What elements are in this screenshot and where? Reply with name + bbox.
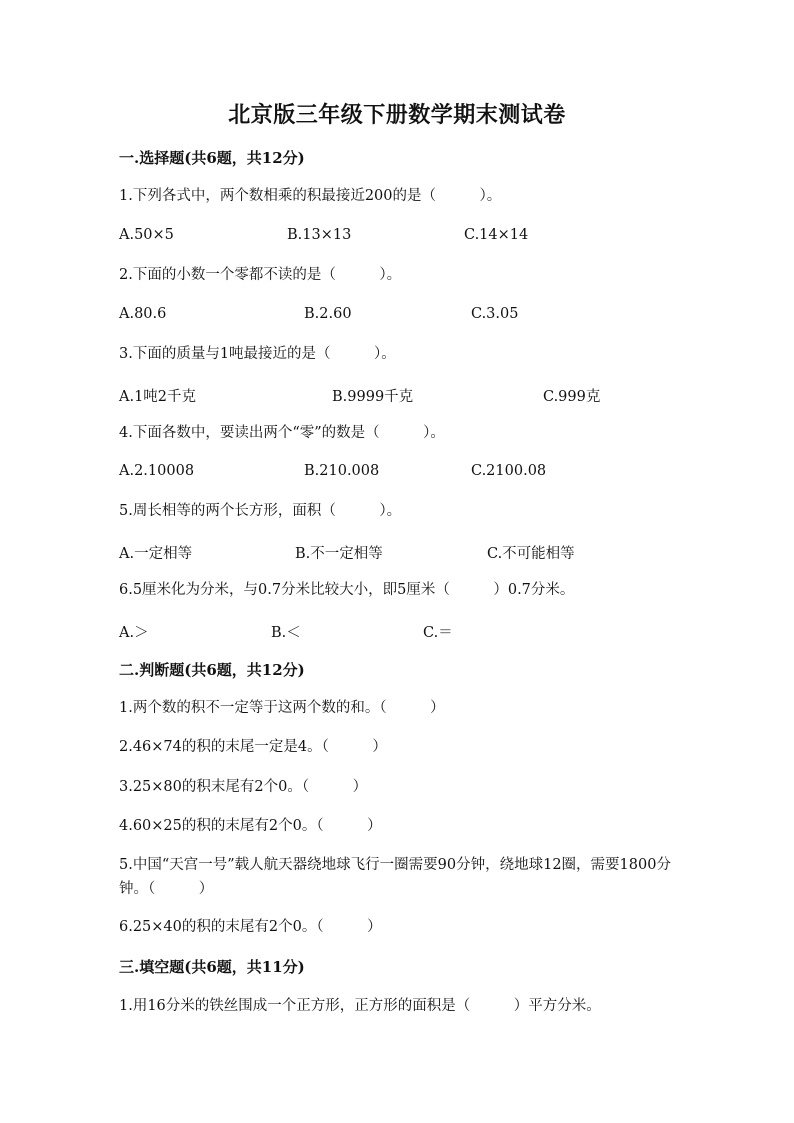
option-1-3-c: C.999克 <box>543 389 601 405</box>
question-1-2: 2.下面的小数一个零都不读的是（ ）。 <box>119 267 402 283</box>
option-1-6-b: B.＜ <box>271 625 301 641</box>
option-1-4-b: B.210.008 <box>304 463 380 479</box>
section-heading-judgement: 二.判断题(共6题，共12分) <box>119 661 305 679</box>
option-1-6-a: A.＞ <box>119 625 149 641</box>
option-1-4-a: A.2.10008 <box>119 463 195 479</box>
option-1-2-a: A.80.6 <box>119 306 167 322</box>
question-2-4: 4.60×25的积的末尾有2个0。（ ） <box>119 818 382 834</box>
section-heading-fill-blank: 三.填空题(共6题，共11分) <box>119 958 305 976</box>
option-1-5-b: B.不一定相等 <box>295 546 383 562</box>
option-1-2-c: C.3.05 <box>471 306 519 322</box>
option-1-1-a: A.50×5 <box>119 227 174 243</box>
question-3-1: 1.用16分米的铁丝围成一个正方形，正方形的面积是（ ）平方分米。 <box>119 998 601 1014</box>
question-1-5: 5.周长相等的两个长方形，面积（ ）。 <box>119 503 402 519</box>
question-1-1: 1.下列各式中，两个数相乘的积最接近200的是（ ）。 <box>119 188 502 204</box>
question-1-3: 3.下面的质量与1吨最接近的是（ ）。 <box>119 346 396 362</box>
option-1-3-a: A.1吨2千克 <box>119 389 197 405</box>
question-2-1: 1.两个数的积不一定等于这两个数的和。（ ） <box>119 700 445 716</box>
question-1-6: 6.5厘米化为分米，与0.7分米比较大小，即5厘米（ ）0.7分米。 <box>119 582 575 598</box>
question-2-2: 2.46×74的积的末尾一定是4。（ ） <box>119 739 387 755</box>
page-title: 北京版三年级下册数学期末测试卷 <box>228 102 566 128</box>
option-1-2-b: B.2.60 <box>304 306 352 322</box>
question-2-3: 3.25×80的积末尾有2个0。（ ） <box>119 779 368 795</box>
option-1-3-b: B.9999千克 <box>332 389 414 405</box>
question-1-4: 4.下面各数中，要读出两个“零”的数是（ ）。 <box>119 425 445 441</box>
option-1-5-a: A.一定相等 <box>119 546 193 562</box>
question-2-5: 5.中国“天宫一号”载人航天器绕地球飞行一圈需要90分钟，绕地球12圈，需要1800分钟。（ ） <box>119 857 671 897</box>
question-2-6: 6.25×40的积的末尾有2个0。（ ） <box>119 919 382 935</box>
option-1-1-b: B.13×13 <box>287 227 352 243</box>
option-1-5-c: C.不可能相等 <box>487 546 575 562</box>
section-heading-choice: 一.选择题(共6题，共12分) <box>119 149 305 167</box>
option-1-6-c: C.＝ <box>423 625 453 641</box>
option-1-1-c: C.14×14 <box>464 227 529 243</box>
option-1-4-c: C.2100.08 <box>471 463 547 479</box>
